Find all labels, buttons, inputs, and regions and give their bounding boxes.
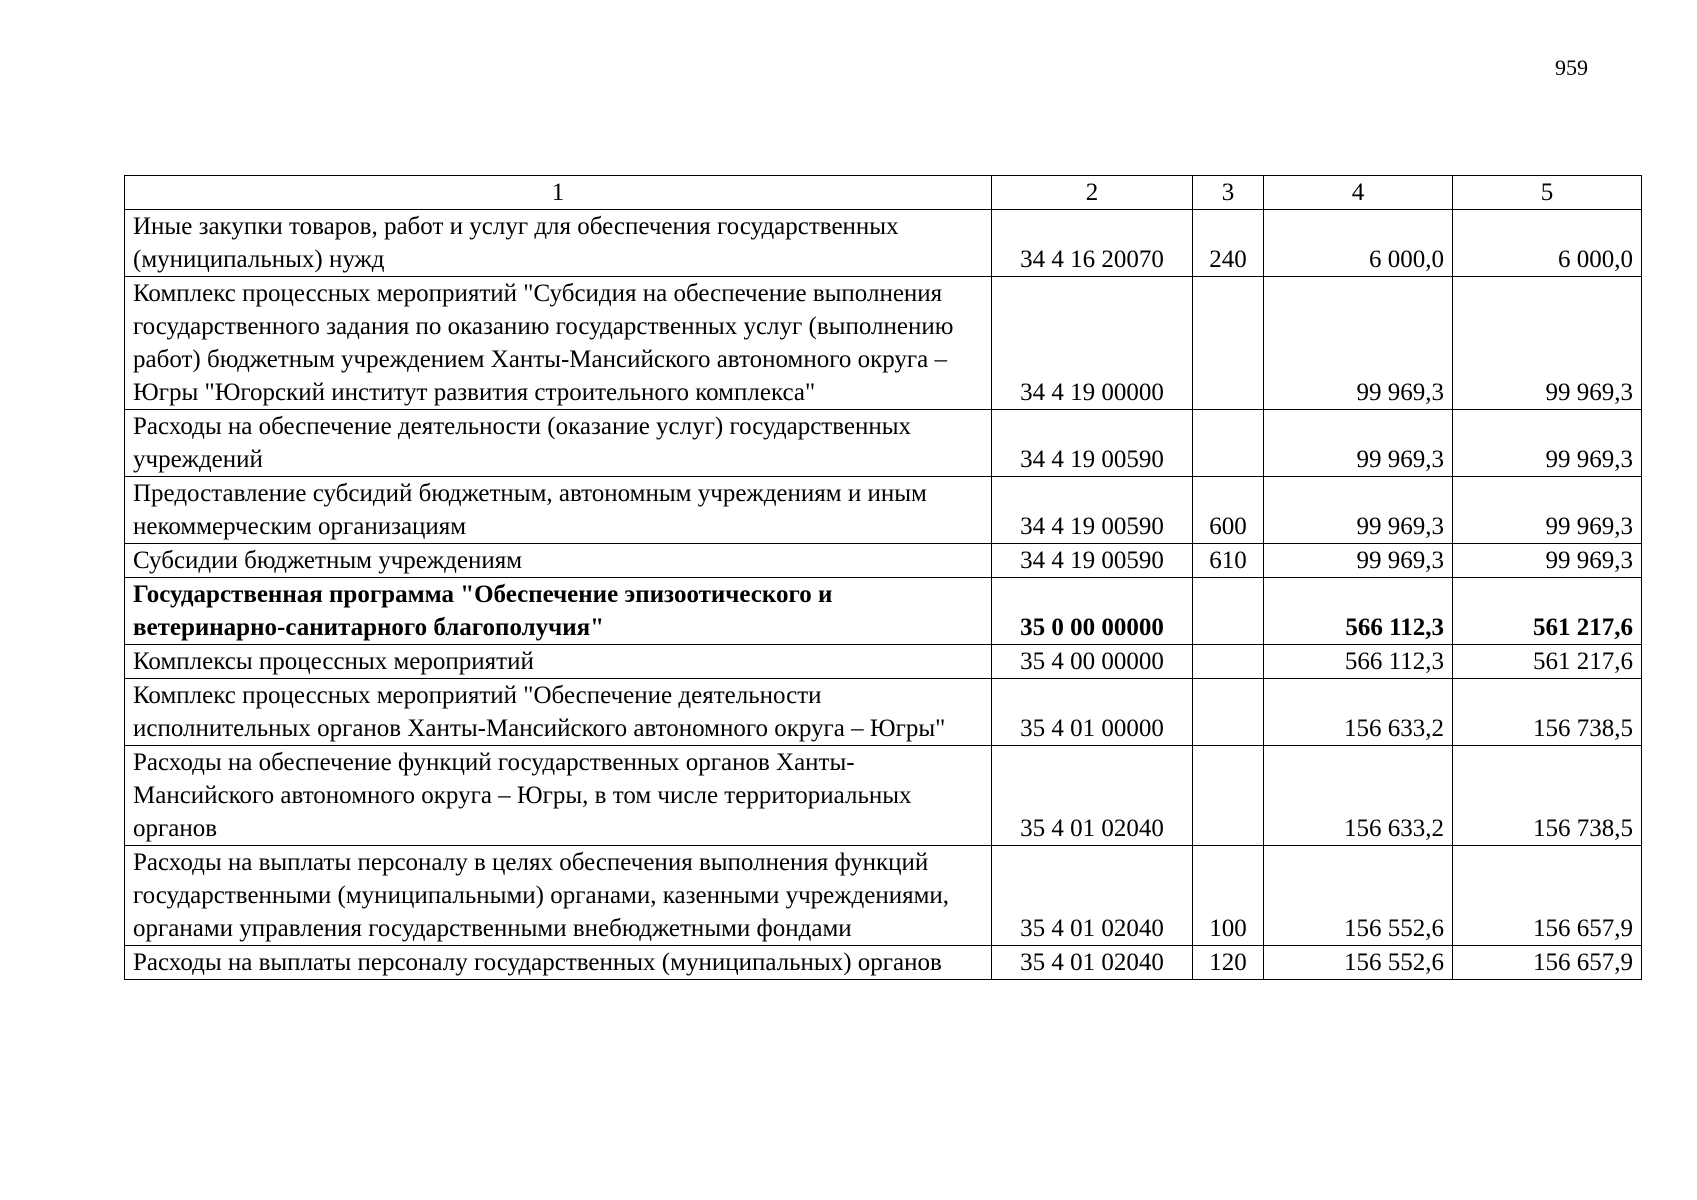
expense-type-cell: [1193, 410, 1264, 477]
amount-year2-cell: 156 738,5: [1453, 746, 1642, 846]
header-cell-4: 4: [1264, 176, 1453, 210]
amount-year1-cell: 6 000,0: [1264, 210, 1453, 277]
table-row: [125, 477, 1642, 544]
target-code-cell: 34 4 19 00590: [992, 544, 1193, 578]
table-row: [125, 210, 1642, 277]
amount-year2-cell: 156 657,9: [1453, 846, 1642, 946]
table-row: [125, 679, 1642, 746]
expense-type-cell: 600: [1193, 477, 1264, 544]
header-cell-2: 2: [992, 176, 1193, 210]
target-code-cell: 35 4 01 00000: [992, 679, 1193, 746]
target-code-cell: 34 4 16 20070: [992, 210, 1193, 277]
header-cell-3: 3: [1193, 176, 1264, 210]
expense-name-cell: Предоставление субсидий бюджетным, автономным учреждениям и иным некоммерческим организациям: [125, 477, 992, 544]
page-number: 959: [1555, 55, 1588, 80]
table-row: [125, 946, 1642, 980]
target-code-cell: 34 4 19 00590: [992, 410, 1193, 477]
table-row: [125, 410, 1642, 477]
amount-year2-cell: 99 969,3: [1453, 544, 1642, 578]
amount-year2-cell: 561 217,6: [1453, 578, 1642, 645]
expense-type-cell: [1193, 679, 1264, 746]
amount-year1-cell: 99 969,3: [1264, 544, 1453, 578]
expense-name-cell: Государственная программа "Обеспечение эпизоотического и ветеринарно-санитарного благополучия": [125, 578, 992, 645]
target-code-cell: 35 4 00 00000: [992, 645, 1193, 679]
amount-year2-cell: 99 969,3: [1453, 477, 1642, 544]
expense-name-cell: Расходы на обеспечение деятельности (оказание услуг) государственных учреждений: [125, 410, 992, 477]
target-code-cell: 35 4 01 02040: [992, 946, 1193, 980]
target-code-cell: 35 4 01 02040: [992, 746, 1193, 846]
expense-name-cell: Комплекс процессных мероприятий "Обеспечение деятельности исполнительных органов Ханты-Мансийского автономного округа – Югры": [125, 679, 992, 746]
expense-name-cell: Комплекс процессных мероприятий "Субсидия на обеспечение выполнения государственного задания по оказанию государственных услуг (выполнению работ) бюджетным учреждением Ханты-Мансийского автономного округа – Югры "Югорский институт развития строительного комплекса": [125, 277, 992, 410]
expense-type-cell: 100: [1193, 846, 1264, 946]
amount-year2-cell: 6 000,0: [1453, 210, 1642, 277]
target-code-cell: 35 4 01 02040: [992, 846, 1193, 946]
expense-type-cell: 120: [1193, 946, 1264, 980]
amount-year1-cell: 566 112,3: [1264, 645, 1453, 679]
expense-type-cell: [1193, 645, 1264, 679]
amount-year1-cell: 156 633,2: [1264, 679, 1453, 746]
table-row: [125, 544, 1642, 578]
expense-name-cell: Расходы на обеспечение функций государственных органов Ханты-Мансийского автономного округа – Югры, в том числе территориальных органов: [125, 746, 992, 846]
amount-year1-cell: 99 969,3: [1264, 477, 1453, 544]
expense-name-cell: Комплексы процессных мероприятий: [125, 645, 992, 679]
amount-year2-cell: 99 969,3: [1453, 277, 1642, 410]
table-row: [125, 645, 1642, 679]
amount-year2-cell: 561 217,6: [1453, 645, 1642, 679]
target-code-cell: 35 0 00 00000: [992, 578, 1193, 645]
amount-year1-cell: 99 969,3: [1264, 410, 1453, 477]
expense-type-cell: [1193, 746, 1264, 846]
expense-type-cell: 610: [1193, 544, 1264, 578]
expense-name-cell: Расходы на выплаты персоналу государственных (муниципальных) органов: [125, 946, 992, 980]
expense-name-cell: Иные закупки товаров, работ и услуг для обеспечения государственных (муниципальных) нужд: [125, 210, 992, 277]
budget-table: [124, 175, 1642, 980]
expense-type-cell: 240: [1193, 210, 1264, 277]
amount-year2-cell: 156 738,5: [1453, 679, 1642, 746]
table-row-program: [125, 578, 1642, 645]
amount-year1-cell: 99 969,3: [1264, 277, 1453, 410]
header-cell-5: 5: [1453, 176, 1642, 210]
amount-year2-cell: 99 969,3: [1453, 410, 1642, 477]
amount-year1-cell: 156 552,6: [1264, 846, 1453, 946]
header-row: [125, 176, 1642, 210]
amount-year1-cell: 156 552,6: [1264, 946, 1453, 980]
target-code-cell: 34 4 19 00590: [992, 477, 1193, 544]
expense-name-cell: Субсидии бюджетным учреждениям: [125, 544, 992, 578]
target-code-cell: 34 4 19 00000: [992, 277, 1193, 410]
amount-year1-cell: 156 633,2: [1264, 746, 1453, 846]
expense-type-cell: [1193, 277, 1264, 410]
budget-table-body: [125, 176, 1642, 980]
amount-year2-cell: 156 657,9: [1453, 946, 1642, 980]
expense-name-cell: Расходы на выплаты персоналу в целях обеспечения выполнения функций государственными (муниципальными) органами, казенными учреждениями, органами управления государственными внебюджетными фондами: [125, 846, 992, 946]
amount-year1-cell: 566 112,3: [1264, 578, 1453, 645]
expense-type-cell: [1193, 578, 1264, 645]
header-cell-1: 1: [125, 176, 992, 210]
table-row: [125, 277, 1642, 410]
table-row: [125, 846, 1642, 946]
table-row: [125, 746, 1642, 846]
